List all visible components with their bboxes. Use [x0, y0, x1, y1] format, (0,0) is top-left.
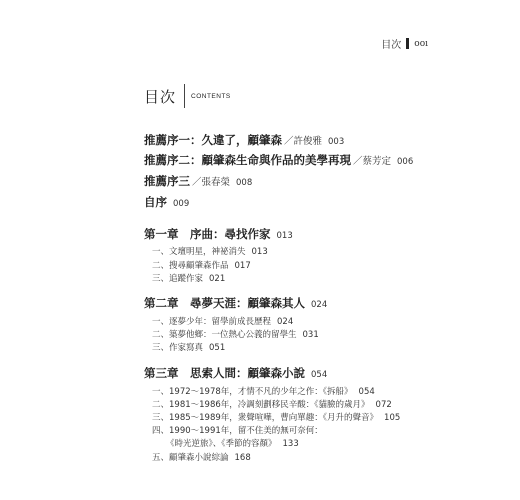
- section-page: 168: [234, 453, 251, 463]
- chapter-title: 第二章 尋夢天涯：顧肇森其人: [144, 296, 305, 310]
- entry-title: 推薦序二：顧肇森生命與作品的美學再現: [144, 153, 351, 167]
- chapter-page: 024: [311, 300, 328, 310]
- chapter-title: 第三章 思索人間：顧肇森小說: [144, 366, 305, 380]
- toc-chapter-2[interactable]: [144, 295, 327, 311]
- toc-section[interactable]: [152, 385, 375, 397]
- toc-heading-divider: [184, 84, 185, 108]
- section-title: 一、逐夢少年：留學前成長歷程: [152, 317, 272, 327]
- running-head-page-number: ooı: [414, 38, 428, 49]
- section-title: 二、1981～1986年，冷調刻劃移民辛酸：《貓臉的歲月》: [152, 400, 370, 410]
- toc-section[interactable]: [152, 398, 392, 410]
- toc-section[interactable]: [152, 315, 293, 327]
- section-title: 一、文壇明星，神祕消失: [152, 247, 246, 257]
- toc-section[interactable]: [152, 272, 225, 284]
- section-title: 三、作家寫真: [152, 343, 204, 353]
- entry-author: ／張春榮: [192, 177, 231, 188]
- entry-page: 009: [173, 199, 190, 209]
- section-page: 054: [358, 387, 375, 397]
- toc-heading-title: 目次: [144, 87, 177, 106]
- toc-entry-preface[interactable]: [144, 194, 189, 210]
- section-page: 017: [234, 261, 251, 271]
- toc-section[interactable]: [152, 328, 319, 340]
- section-title: 二、築夢他鄉：一位熱心公義的留學生: [152, 330, 297, 340]
- toc-chapter-1[interactable]: [144, 226, 293, 242]
- toc-section[interactable]: [152, 245, 268, 257]
- section-title: 三、追蹤作家: [152, 274, 204, 284]
- entry-title: 推薦序三: [144, 174, 190, 188]
- toc-entry-foreword-1[interactable]: [144, 132, 344, 148]
- section-title: 四、1990～1991年，留不住美的無可奈何：: [152, 426, 323, 436]
- entry-page: 003: [328, 137, 345, 147]
- entry-author: ／許俊雅: [284, 136, 323, 147]
- section-page: 133: [282, 439, 299, 449]
- section-title: 二、搜尋顧肇森作品: [152, 261, 229, 271]
- running-head-bar: [406, 38, 409, 49]
- entry-page: 006: [397, 157, 414, 167]
- toc-section[interactable]: [152, 341, 225, 353]
- section-title: 《時光逆旅》、《季節的容顏》: [166, 439, 277, 449]
- section-page: 051: [209, 343, 226, 353]
- entry-author: ／蔡芳定: [353, 156, 392, 167]
- toc-entry-foreword-3[interactable]: [144, 173, 252, 189]
- toc-section[interactable]: [152, 424, 323, 436]
- section-page: 031: [302, 330, 319, 340]
- running-head: [381, 36, 428, 51]
- section-page: 024: [277, 317, 294, 327]
- chapter-page: 054: [311, 370, 328, 380]
- toc-section[interactable]: [152, 451, 251, 463]
- section-title: 五、顧肇森小說綜論: [152, 453, 229, 463]
- chapter-title: 第一章 序曲：尋找作家: [144, 227, 271, 241]
- section-title: 一、1972～1978年，才情不凡的少年之作：《拆船》: [152, 387, 353, 397]
- chapter-page: 013: [276, 231, 293, 241]
- section-page: 021: [209, 274, 226, 284]
- toc-chapter-3[interactable]: [144, 365, 327, 381]
- toc-heading-subtitle: CONTENTS: [191, 92, 231, 100]
- toc-section[interactable]: [152, 259, 251, 271]
- section-page: 013: [251, 247, 268, 257]
- section-page: 072: [375, 400, 392, 410]
- entry-page: 008: [236, 178, 253, 188]
- toc-section[interactable]: [152, 411, 400, 423]
- section-page: 105: [384, 413, 401, 423]
- toc-entry-foreword-2[interactable]: [144, 152, 413, 168]
- entry-title: 推薦序一：久違了，顧肇森: [144, 133, 282, 147]
- running-head-label: 目次: [381, 40, 402, 51]
- entry-title: 自序: [144, 195, 167, 209]
- section-title: 三、1985～1989年，衆聲喧嘩，曹向單趣：《月升的聲音》: [152, 413, 379, 423]
- toc-section-continuation[interactable]: [166, 437, 299, 449]
- toc-heading: [144, 84, 231, 108]
